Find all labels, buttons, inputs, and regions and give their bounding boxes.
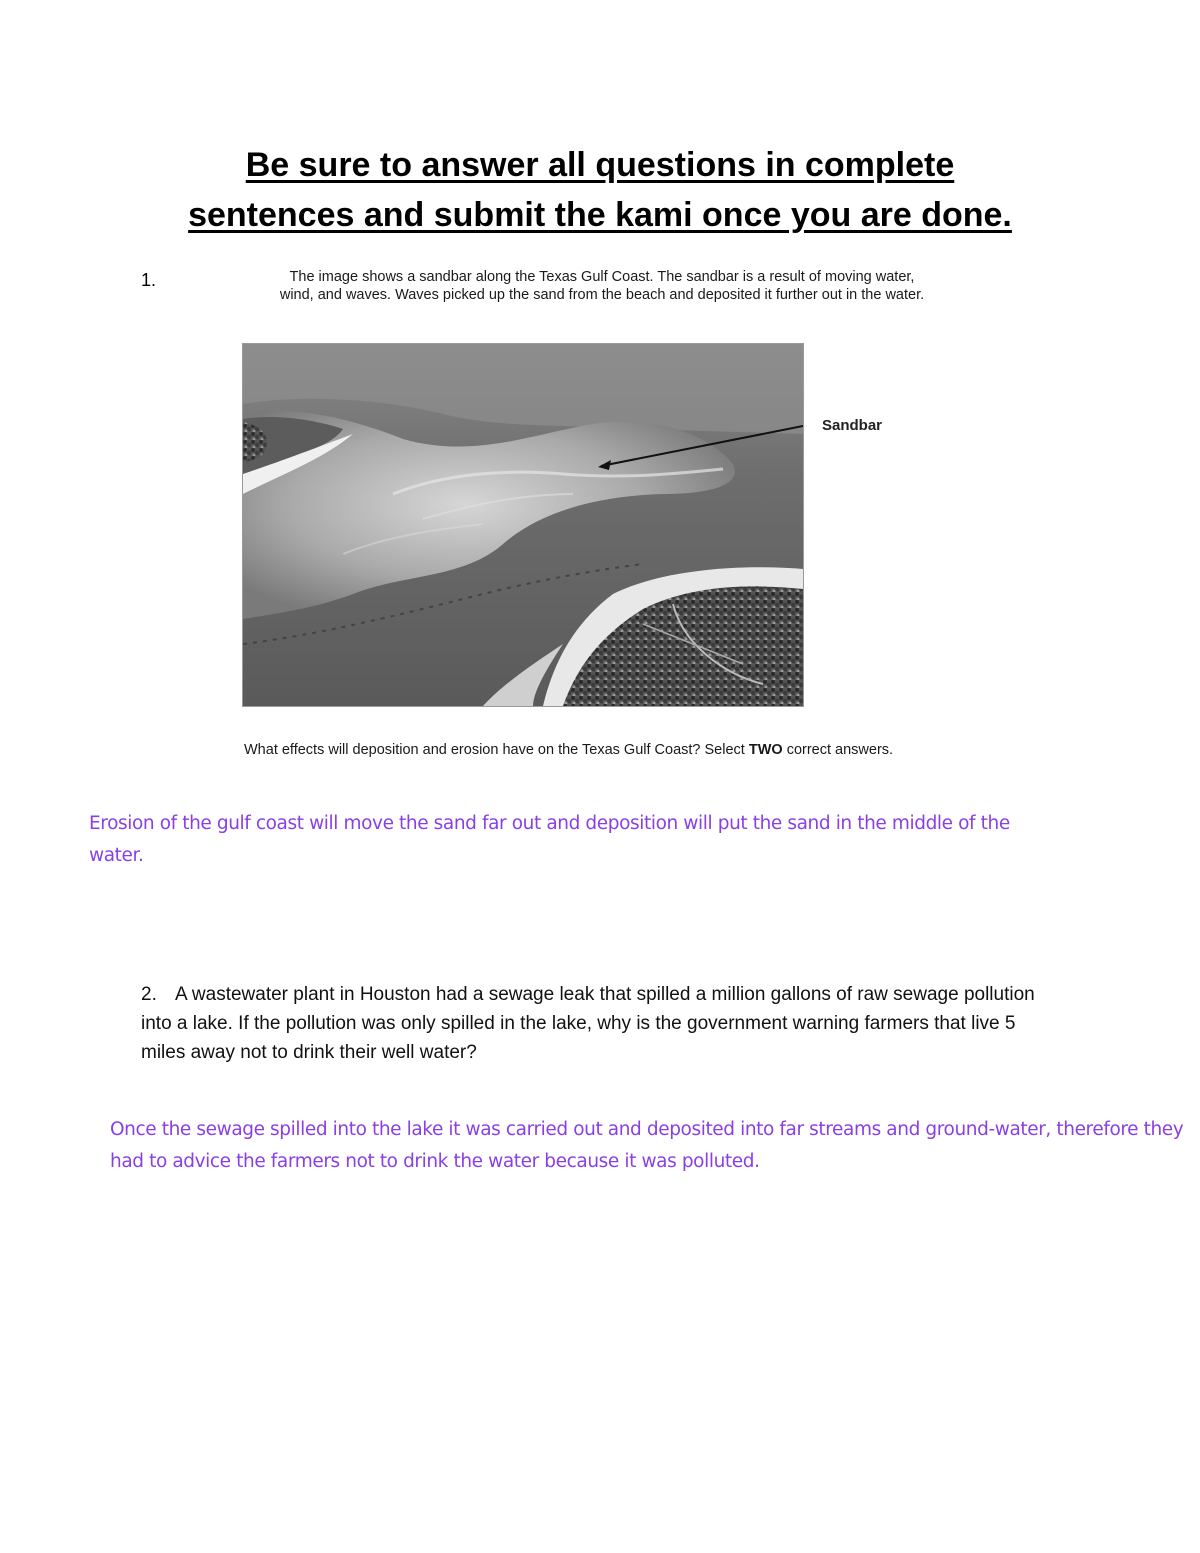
heading-line-1: Be sure to answer all questions in complete — [245, 146, 955, 184]
sandbar-label: Sandbar — [822, 417, 883, 434]
page-heading — [100, 140, 1100, 240]
intro-line-1: The image shows a sandbar along the Texas Gulf Coast. The sandbar is a result of moving water, — [289, 269, 915, 285]
question-2 — [141, 980, 1061, 1067]
question-1-intro — [232, 268, 972, 304]
sandbar-aerial-photo — [242, 343, 804, 707]
answer-1-text[interactable]: Erosion of the gulf coast will move the sand far out and deposition will put the sand in the middle of the water. — [89, 813, 1010, 866]
heading-line-2: sentences and submit the kami once you are done. — [188, 196, 1012, 234]
question-1-figure — [232, 268, 972, 768]
answer-2-text[interactable]: Once the sewage spilled into the lake it was carried out and deposited into far streams and ground-water, therefore they had to advice the farmers not to drink the water because it was polluted. — [110, 1119, 1184, 1172]
prompt-text-before: What effects will deposition and erosion have on the Texas Gulf Coast? Select — [244, 742, 749, 758]
question-1-number: 1. — [141, 270, 157, 290]
intro-line-2: wind, and waves. Waves picked up the sand from the beach and deposited it further out in the water. — [279, 287, 925, 303]
question-2-number: 2. — [141, 984, 157, 1005]
prompt-text-after: correct answers. — [782, 742, 894, 758]
prompt-emphasis: TWO — [748, 742, 783, 758]
question-2-text: A wastewater plant in Houston had a sewage leak that spilled a million gallons of raw sewage pollution into a lake. If the pollution was only spilled in the lake, why is the government warning farmers that live 5 miles away not to drink their well water? — [141, 984, 1035, 1063]
question-1-prompt — [244, 742, 893, 758]
